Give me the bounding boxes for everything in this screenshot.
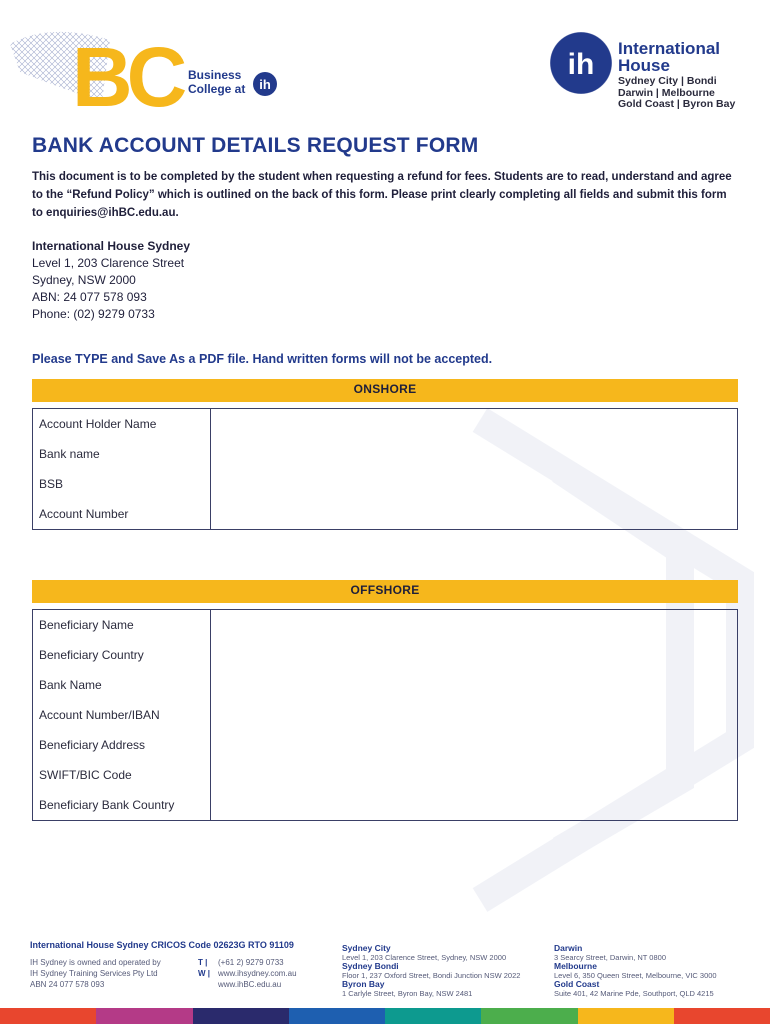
- stripe-segment: [0, 1008, 96, 1024]
- stripe-segment: [674, 1008, 770, 1024]
- table-row: [33, 469, 738, 499]
- page-title: BANK ACCOUNT DETAILS REQUEST FORM: [32, 134, 479, 157]
- stripe-segment: [385, 1008, 481, 1024]
- table-row: [33, 640, 738, 670]
- onshore-heading: ONSHORE: [32, 379, 738, 402]
- field-label: Beneficiary Name: [33, 610, 211, 641]
- field-label: SWIFT/BIC Code: [33, 760, 211, 790]
- svg-text:ih: ih: [259, 77, 271, 92]
- account-number-input[interactable]: [211, 499, 738, 530]
- intro-paragraph: This document is to be completed by the student when requesting a refund for fees. Students are to read, understand and agree to the “Refund Policy” which is outlined on the back of this form. Please print clearly completing all fields and submit this form to enquiries@ihBC.edu.au.: [32, 171, 732, 219]
- table-row: [33, 439, 738, 469]
- field-label: BSB: [33, 469, 211, 499]
- stripe-segment: [193, 1008, 289, 1024]
- account-number-iban-input[interactable]: [211, 700, 738, 730]
- field-label: Bank Name: [33, 670, 211, 700]
- table-row: [33, 790, 738, 821]
- field-label: Beneficiary Address: [33, 730, 211, 760]
- ih-logo-name: International House: [618, 39, 721, 75]
- beneficiary-name-input[interactable]: [211, 610, 738, 641]
- footer-campuses-right: Darwin 3 Searcy Street, Darwin, NT 0800 Melbourne Level 6, 350 Queen Street, Melbourne, VIC 3000 Gold Coast Suite 401, 42 Marine Pde, Southport, QLD 4215: [554, 943, 717, 998]
- footer-owner: IH Sydney is owned and operated by IH Sydney Training Services Pty Ltd ABN 24 077 578 093: [30, 958, 161, 989]
- field-label: Beneficiary Bank Country: [33, 790, 211, 821]
- footer-color-stripe: [0, 1008, 770, 1024]
- address-phone: Phone: (02) 9279 0733: [32, 307, 155, 321]
- address-abn: ABN: 24 077 578 093: [32, 290, 147, 304]
- field-label: Account Number/IBAN: [33, 700, 211, 730]
- field-label: Bank name: [33, 439, 211, 469]
- table-row: [33, 499, 738, 530]
- account-holder-name-input[interactable]: [211, 409, 738, 440]
- bank-name-input[interactable]: [211, 439, 738, 469]
- address-block: [32, 238, 190, 323]
- ih-logo-cities: Sydney City | Bondi Darwin | Melbourne Gold Coast | Byron Bay: [618, 75, 736, 110]
- footer-phone: (+61 2) 9279 0733: [218, 958, 284, 967]
- footer-labels: T | W |: [198, 958, 211, 978]
- field-label: Account Number: [33, 499, 211, 530]
- table-row: [33, 700, 738, 730]
- beneficiary-bank-country-input[interactable]: [211, 790, 738, 821]
- onshore-table: [32, 408, 738, 530]
- svg-text:BC: BC: [72, 30, 182, 114]
- offshore-heading: OFFSHORE: [32, 580, 738, 603]
- footer-contact: [218, 957, 297, 990]
- swift-bic-input[interactable]: [211, 760, 738, 790]
- footer-campuses-left: Sydney City Level 1, 203 Clarence Street, Sydney, NSW 2000 Sydney Bondi Floor 1, 237 Oxford Street, Bondi Junction NSW 2022 Byron Bay 1 Carlyle Street, Byron Bay, NSW 2481: [342, 943, 521, 998]
- footer-web-link[interactable]: www.ihBC.edu.au: [218, 980, 282, 989]
- field-label: Beneficiary Country: [33, 640, 211, 670]
- table-row: [33, 670, 738, 700]
- offshore-bank-name-input[interactable]: [211, 670, 738, 700]
- table-row: [33, 760, 738, 790]
- address-line2: Sydney, NSW 2000: [32, 273, 136, 287]
- bc-caption: Business College at: [188, 68, 246, 96]
- ih-logo-badge: [548, 30, 614, 96]
- field-label: Account Holder Name: [33, 409, 211, 440]
- address-org: International House Sydney: [32, 239, 191, 253]
- offshore-table: [32, 609, 738, 821]
- svg-text:ih: ih: [567, 48, 595, 81]
- stripe-segment: [289, 1008, 385, 1024]
- table-row: [33, 730, 738, 760]
- bc-logo: [10, 22, 290, 114]
- typing-notice: Please TYPE and Save As a PDF file. Hand written forms will not be accepted.: [32, 352, 493, 366]
- stripe-segment: [481, 1008, 577, 1024]
- footer-heading: International House Sydney CRICOS Code 02623G RTO 91109: [30, 940, 294, 950]
- bsb-input[interactable]: [211, 469, 738, 499]
- address-line1: Level 1, 203 Clarence Street: [32, 256, 185, 270]
- table-row: [33, 409, 738, 440]
- stripe-segment: [96, 1008, 192, 1024]
- beneficiary-country-input[interactable]: [211, 640, 738, 670]
- stripe-segment: [578, 1008, 674, 1024]
- beneficiary-address-input[interactable]: [211, 730, 738, 760]
- footer-web-link[interactable]: www.ihsydney.com.au: [218, 969, 297, 978]
- table-row: [33, 610, 738, 641]
